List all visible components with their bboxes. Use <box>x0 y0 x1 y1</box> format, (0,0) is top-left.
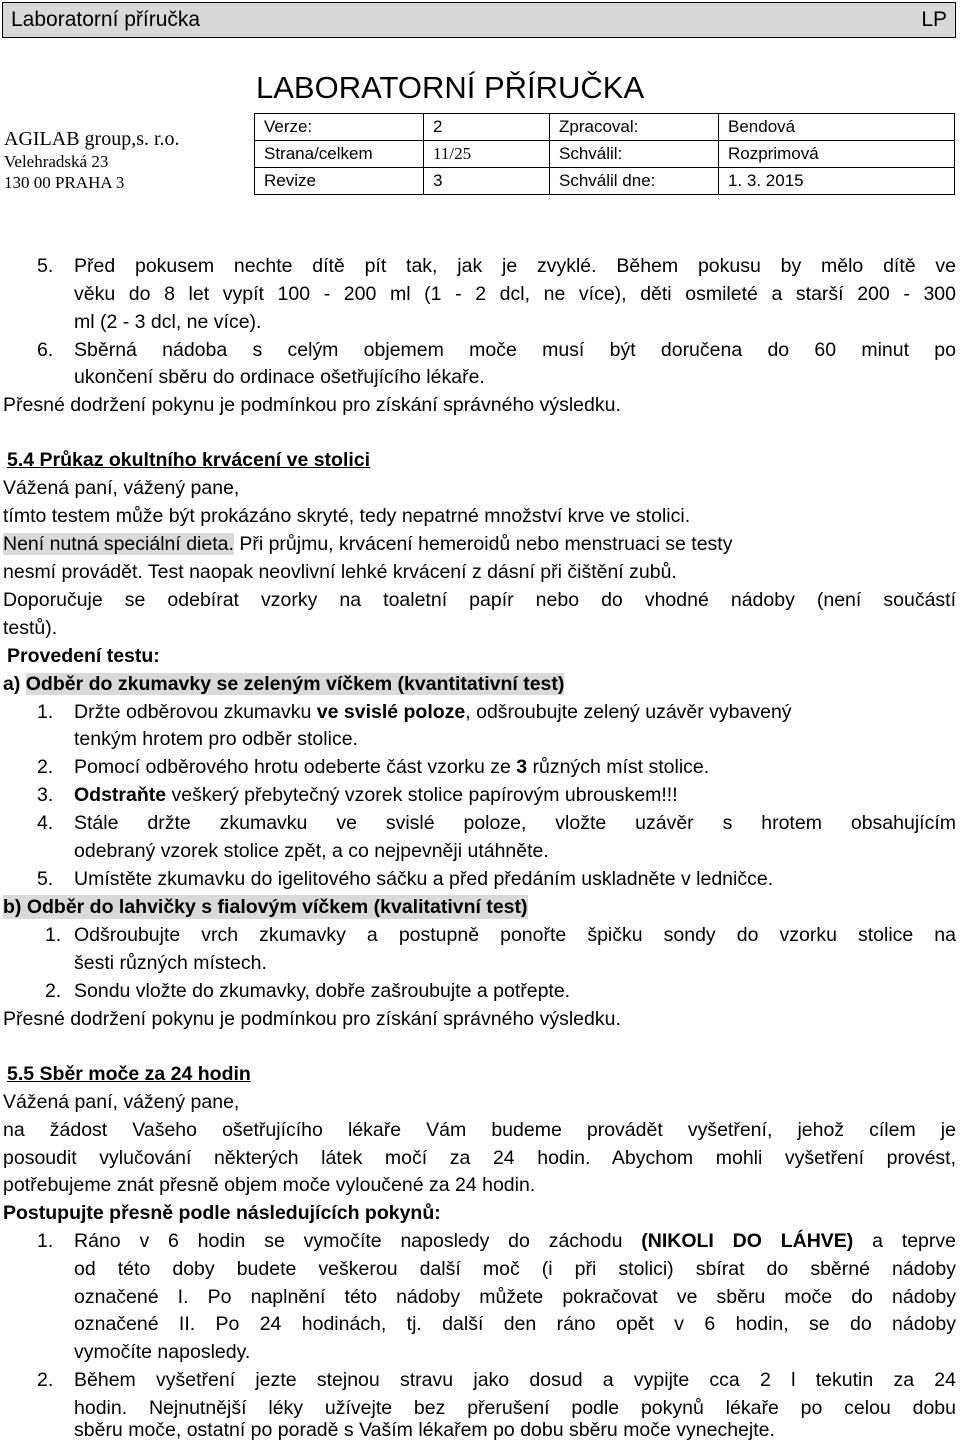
list-number: 3. <box>37 784 54 806</box>
list-item-text: od této doby budete veškerou další moč (i při stolici) sbírat do sběrné nádoby <box>74 1258 956 1280</box>
paragraph: na žádost Vašeho ošetřujícího lékaře Vám budeme provádět vyšetření, jehož cílem je <box>3 1119 956 1141</box>
list-number: 5. <box>37 255 54 277</box>
list-number: 5. <box>37 868 54 890</box>
list-item-text: Sběrná nádoba s celým objemem moče musí být doručena do 60 minut po <box>74 339 956 361</box>
paragraph: Přesné dodržení pokynu je podmínkou pro získání správného výsledku. <box>3 1008 621 1030</box>
table-cell: 2 <box>424 114 550 141</box>
list-item-text: hodin. Nejnutnější léky užívejte bez přerušení podle pokynů lékaře po celou dobu <box>74 1397 956 1419</box>
paragraph <box>3 532 732 556</box>
list-item-text: Umístěte zkumavku do igelitového sáčku a před předáním uskladněte v ledničce. <box>74 868 774 890</box>
list-item-text <box>74 755 709 779</box>
greeting: Vážená paní, vážený pane, <box>3 477 240 499</box>
text-run: Ráno v 6 hodin se vymočíte naposledy do záchodu <box>74 1230 642 1252</box>
subheading <box>3 672 564 696</box>
list-number: 2. <box>37 1369 54 1391</box>
text-run: a teprve <box>853 1230 956 1252</box>
table-cell: Strana/celkem <box>255 141 424 168</box>
table-cell: 1. 3. 2015 <box>719 168 955 195</box>
greeting: Vážená paní, vážený pane, <box>3 1091 240 1113</box>
paragraph: nesmí provádět. Test naopak neovlivní lehké krvácení z dásní při čištění zubů. <box>3 561 677 583</box>
document-info-table <box>254 113 955 195</box>
paragraph: posoudit vylučování některých látek močí za 24 hodin. Abychom mohli vyšetření provést, <box>3 1147 956 1169</box>
text-run: Držte odběrovou zkumavku <box>74 701 317 723</box>
list-number: 2. <box>37 756 54 778</box>
section-heading: 5.5 Sběr moče za 24 hodin <box>7 1063 251 1085</box>
subheading: Postupujte přesně podle následujících pokynů: <box>3 1202 441 1224</box>
list-item-text: vymočíte naposledy. <box>74 1341 251 1363</box>
bold-text: Odstraňte <box>74 784 167 806</box>
table-cell: Zpracoval: <box>550 114 719 141</box>
document-title: LABORATORNÍ PŘÍRUČKA <box>256 70 645 105</box>
list-item-text <box>74 1229 956 1253</box>
list-item-text: odebraný vzorek stolice zpět, a co nejpevněji utáhněte. <box>74 840 549 862</box>
bold-text: 3 <box>516 756 528 778</box>
paragraph: Přesné dodržení pokynu je podmínkou pro získání správného výsledku. <box>3 394 621 416</box>
organization-name: AGILAB group,s. r.o. <box>4 128 180 150</box>
table-row <box>255 114 955 141</box>
manual-code: LP <box>921 8 947 31</box>
list-item-text: Sondu vložte do zkumavky, dobře zašroubujte a potřepte. <box>74 980 571 1002</box>
list-item-text: Stále držte zkumavku ve svislé poloze, vložte uzávěr s hrotem obsahujícím <box>74 812 956 834</box>
subheading: b) Odběr do lahvičky s fialovým víčkem (kvalitativní test) <box>3 896 528 918</box>
list-item-text: sběru moče, ostatní po poradě s Vaším lékařem po dobu sběru moče vynechejte. <box>74 1419 775 1441</box>
section-heading: 5.4 Průkaz okultního krvácení ve stolici <box>7 449 371 471</box>
table-row <box>255 168 955 195</box>
list-item-text: Během vyšetření jezte stejnou stravu jako dosud a vypijte cca 2 l tekutin za 24 <box>74 1369 956 1391</box>
table-row <box>255 141 955 168</box>
organization-city: 130 00 PRAHA 3 <box>4 173 125 192</box>
list-item-text: šesti různých místech. <box>74 952 267 974</box>
text-run: , odšroubujte zelený uzávěr vybavený <box>465 701 792 723</box>
bold-text: (NIKOLI DO LÁHVE) <box>641 1230 854 1252</box>
text-run: Pomocí odběrového hrotu odeberte část vzorku ze <box>74 756 517 778</box>
paragraph: potřebujeme znát přesně objem moče vyloučené za 24 hodin. <box>3 1174 536 1196</box>
table-cell: Bendová <box>719 114 955 141</box>
list-item-text: označené II. Po 24 hodinách, tj. další den ráno opět v 6 hodin, se do nádoby <box>74 1313 956 1335</box>
paragraph: testů). <box>3 617 58 639</box>
table-cell: Revize <box>255 168 424 195</box>
paragraph: tímto testem může být prokázáno skryté, tedy nepatrné množství krve ve stolici. <box>3 505 691 527</box>
list-number: 2. <box>45 980 62 1002</box>
table-cell: Rozprimová <box>719 141 955 168</box>
paragraph-text: Při průjmu, krvácení hemeroidů nebo menstruaci se testy <box>233 533 733 555</box>
text-run: různých míst stolice. <box>527 756 710 778</box>
organization-street: Velehradská 23 <box>4 152 109 171</box>
highlighted-text: Není nutná speciální dieta. <box>3 533 234 555</box>
table-cell: Schválil dne: <box>550 168 719 195</box>
paragraph: Doporučuje se odebírat vzorky na toaletní papír nebo do vhodné nádoby (není součástí <box>3 589 956 611</box>
subheading-prefix: a) <box>3 673 26 695</box>
manual-title: Laboratorní příručka <box>11 8 201 31</box>
text-run: veškerý přebytečný vzorek stolice papírovým ubrouskem!!! <box>166 784 678 806</box>
list-item-text: ukončení sběru do ordinace ošetřujícího lékaře. <box>74 366 485 388</box>
table-cell: Schválil: <box>550 141 719 168</box>
organization-address <box>4 128 180 193</box>
list-number: 4. <box>37 812 54 834</box>
highlighted-text: Odběr do zkumavky se zeleným víčkem (kvantitativní test) <box>25 673 565 695</box>
bold-text: ve svislé poloze <box>316 701 466 723</box>
subheading: Provedení testu: <box>7 645 160 667</box>
list-item-text: ml (2 - 3 dcl, ne více). <box>74 311 262 333</box>
list-number: 1. <box>37 701 54 723</box>
list-item-text: Před pokusem nechte dítě pít tak, jak je zvyklé. Během pokusu by mělo dítě ve <box>74 255 956 277</box>
list-item-text: tenkým hrotem pro odběr stolice. <box>74 728 358 750</box>
document-header-bar <box>2 2 956 38</box>
list-number: 6. <box>37 339 54 361</box>
list-number: 1. <box>37 1230 54 1252</box>
table-cell: 11/25 <box>424 141 550 168</box>
list-number: 1. <box>45 924 62 946</box>
list-item-text: Odšroubujte vrch zkumavky a postupně ponořte špičku sondy do vzorku stolice na <box>74 924 956 946</box>
list-item-text: označené I. Po naplnění této nádoby můžete pokračovat ve sběru moče do nádoby <box>74 1286 956 1308</box>
list-item-text: věku do 8 let vypít 100 - 200 ml (1 - 2 dcl, ne více), děti osmileté a starší 200 - 300 <box>74 283 956 305</box>
list-item-text <box>74 700 792 724</box>
table-cell: 3 <box>424 168 550 195</box>
table-cell: Verze: <box>255 114 424 141</box>
list-item-text <box>74 783 678 807</box>
